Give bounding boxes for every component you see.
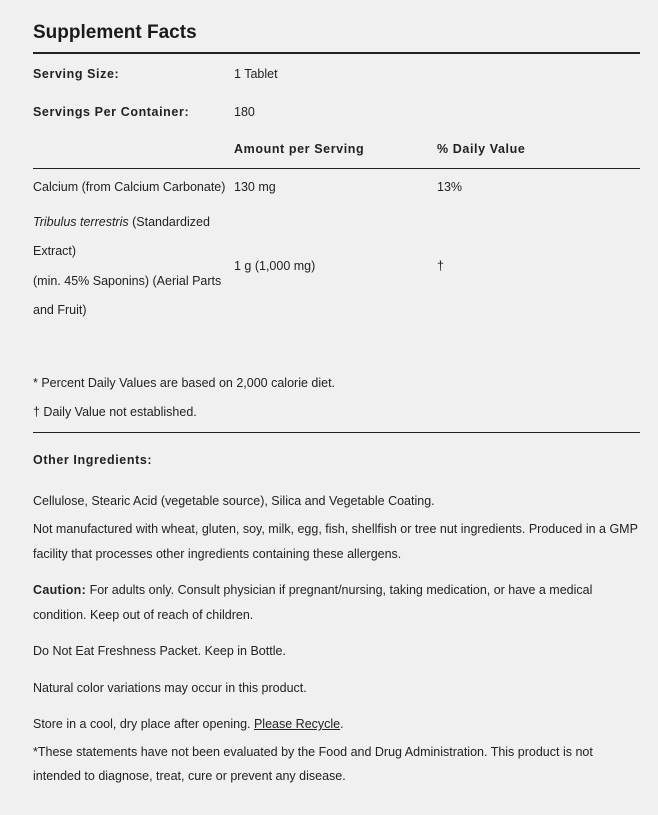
servings-per-container-row (33, 93, 640, 130)
caution-label: Caution: (33, 583, 87, 597)
footnotes (33, 369, 640, 428)
percent-dv-note: * Percent Daily Values are based on 2,000 calorie diet. (33, 375, 336, 390)
nutrient-daily-value: † (437, 258, 444, 273)
nutrient-name-line3: (min. 45% Saponins) (Aerial Parts (33, 273, 222, 288)
nutrient-name-italic: Tribulus terrestris (33, 214, 129, 229)
column-header-row (33, 130, 640, 168)
header-divider (33, 168, 640, 169)
footnote-divider (33, 432, 640, 433)
color-variation-text: Natural color variations may occur in this product. (33, 680, 307, 695)
table-row (33, 173, 640, 203)
fda-disclaimer: *These statements have not been evaluated by the Food and Drug Administration. This product is not intended to diagnose, treat, cure or prevent any disease. (33, 744, 593, 783)
serving-size-value: 1 Tablet (234, 67, 278, 81)
servings-per-container-value: 180 (234, 104, 255, 119)
page-title: Supplement Facts (33, 22, 197, 43)
nutrient-amount: 130 mg (234, 180, 276, 194)
nutrient-table (33, 173, 640, 326)
nutrient-name-line2: Extract) (33, 244, 77, 258)
nutrient-name: Calcium (from Calcium Carbonate) (33, 180, 226, 194)
table-row (33, 208, 640, 326)
nutrient-name-line4: and Fruit) (33, 303, 87, 317)
storage-body: Store in a cool, dry place after opening. (33, 717, 254, 731)
nutrient-name (33, 208, 234, 326)
serving-size-label: Serving Size: (33, 67, 120, 81)
nutrient-name-line1: (Standardized (128, 214, 210, 229)
allergen-text: Not manufactured with wheat, gluten, soy, milk, egg, fish, shellfish or tree nut ingredients. Produced in a GMP facility that processes other ingredients containing these allergens. (33, 522, 638, 561)
servings-per-container-label: Servings Per Container: (33, 104, 190, 119)
serving-size-row (33, 55, 640, 93)
nutrient-daily-value: 13% (437, 180, 463, 194)
other-ingredients-label: Other Ingredients: (33, 452, 153, 467)
title-divider (33, 52, 640, 54)
ingredients-text: Cellulose, Stearic Acid (vegetable source), Silica and Vegetable Coating. (33, 493, 435, 508)
freshness-text: Do Not Eat Freshness Packet. Keep in Bottle. (33, 644, 286, 658)
caution-text (33, 578, 640, 627)
recycle-link[interactable]: Please Recycle (253, 717, 341, 731)
daily-value-header: % Daily Value (437, 142, 526, 156)
nutrient-amount: 1 g (1,000 mg) (234, 258, 316, 273)
caution-body: For adults only. Consult physician if pregnant/nursing, taking medication, or have a medical condition. Keep out of reach of children. (33, 583, 593, 622)
dv-not-established-note: † Daily Value not established. (33, 405, 197, 419)
amount-per-serving-header: Amount per Serving (234, 142, 365, 156)
storage-end: . (340, 717, 344, 731)
storage-text (33, 712, 640, 737)
